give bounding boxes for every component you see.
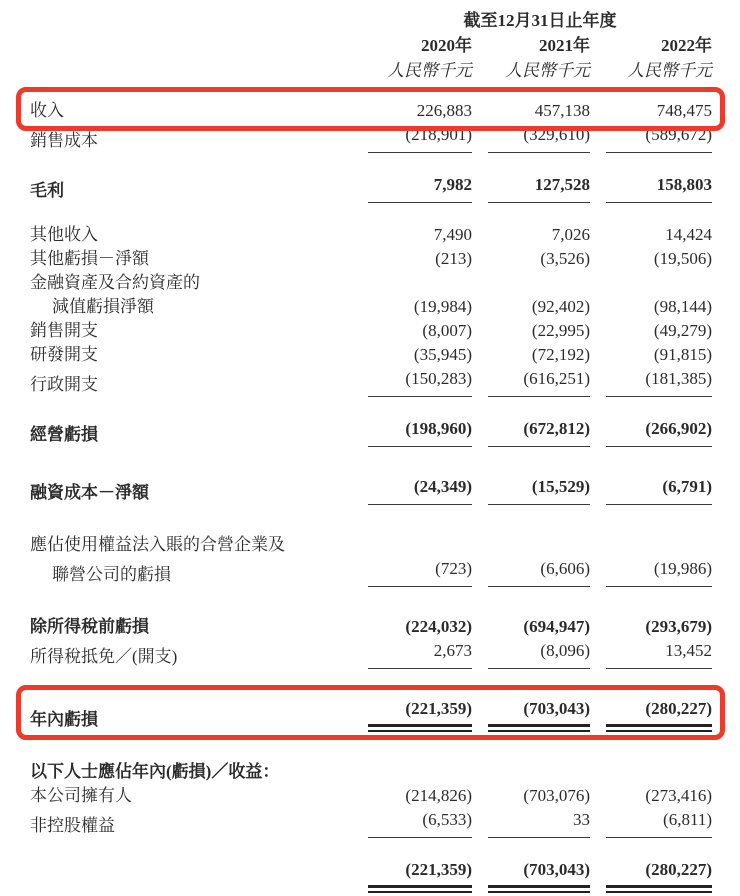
value-cell: 226,883 [416, 101, 472, 120]
row-label: 聯營公司的虧損 [52, 565, 171, 584]
row-label: 除所得稅前虧損 [30, 617, 149, 636]
value-cell: (15,529) [488, 475, 590, 505]
table-row [30, 639, 712, 669]
value-cell: 33 [488, 808, 590, 838]
row-label: 以下人士應佔年內(虧損)／收益： [30, 762, 280, 781]
value-cell: (8,096) [488, 639, 590, 669]
row-label: 行政開支 [30, 375, 98, 394]
table-row [30, 615, 712, 639]
value-cell: (273,416) [645, 786, 712, 805]
value-cell: 14,424 [665, 225, 712, 244]
value-cell: (329,610) [488, 123, 590, 153]
value-cell: 457,138 [534, 101, 590, 120]
row-label: 毛利 [30, 181, 64, 200]
table-row [30, 99, 712, 123]
value-cell: (589,672) [606, 123, 712, 153]
row-label: 非控股權益 [30, 816, 115, 835]
value-cell: (19,986) [606, 557, 712, 587]
value-cell: (221,359) [368, 858, 472, 893]
table-row [30, 760, 712, 784]
value-cell: (6,606) [488, 557, 590, 587]
value-cell: (213) [435, 249, 472, 268]
table-body [30, 99, 712, 893]
row-label: 研發開支 [30, 345, 98, 364]
value-cell: (98,144) [653, 297, 712, 316]
value-cell: (723) [368, 557, 472, 587]
value-cell: (6,791) [606, 475, 712, 505]
table-row [30, 367, 712, 397]
row-label: 減值虧損淨額 [52, 297, 154, 316]
value-cell: (22,995) [531, 321, 590, 340]
currency-unit-label: 人民幣千元 [627, 61, 712, 80]
value-cell: 158,803 [606, 173, 712, 203]
value-cell: (198,960) [368, 417, 472, 447]
value-cell: (3,526) [540, 249, 590, 268]
value-cell: (6,533) [368, 808, 472, 838]
value-cell: (672,812) [488, 417, 590, 447]
value-cell: 7,026 [551, 225, 590, 244]
value-cell: (91,815) [653, 345, 712, 364]
value-cell: 7,490 [433, 225, 472, 244]
value-cell: (616,251) [488, 367, 590, 397]
value-cell: 127,528 [488, 173, 590, 203]
row-label: 銷售開支 [30, 321, 98, 340]
value-cell: (293,679) [645, 617, 712, 636]
value-cell: 748,475 [656, 101, 712, 120]
row-label: 年內虧損 [30, 710, 98, 729]
value-cell: (280,227) [606, 697, 712, 732]
table-row [30, 697, 712, 732]
value-cell: (6,811) [606, 808, 712, 838]
table-row [30, 247, 712, 271]
row-label: 應佔使用權益法入賬的合營企業及 [30, 535, 285, 554]
value-cell: (92,402) [531, 297, 590, 316]
row-label: 銷售成本 [30, 131, 98, 150]
value-cell: 13,452 [606, 639, 712, 669]
table-row [30, 417, 712, 447]
row-label: 本公司擁有人 [30, 786, 132, 805]
value-cell: (72,192) [531, 345, 590, 364]
table-row [30, 858, 712, 893]
currency-unit-row [30, 58, 712, 83]
table-header [30, 8, 712, 83]
value-cell: (181,385) [606, 367, 712, 397]
period-title: 截至12月31日止年度 [463, 11, 617, 30]
row-label: 其他虧損－淨額 [30, 249, 149, 268]
row-label: 融資成本－淨額 [30, 483, 149, 502]
row-label: 經營虧損 [30, 425, 98, 444]
value-cell: (49,279) [653, 321, 712, 340]
value-cell: (19,506) [653, 249, 712, 268]
value-cell: (35,945) [413, 345, 472, 364]
table-row [30, 319, 712, 343]
year-column-2020: 2020年 [421, 36, 472, 55]
value-cell: (694,947) [523, 617, 590, 636]
value-cell: (703,076) [523, 786, 590, 805]
table-row [30, 557, 712, 587]
value-cell: (266,902) [606, 417, 712, 447]
table-row [30, 808, 712, 838]
table-row [30, 533, 712, 557]
year-column-2021: 2021年 [539, 36, 590, 55]
value-cell: (703,043) [488, 697, 590, 732]
table-row [30, 784, 712, 808]
currency-unit-label: 人民幣千元 [505, 61, 590, 80]
table-row [30, 223, 712, 247]
table-row [30, 475, 712, 505]
value-cell: (150,283) [368, 367, 472, 397]
table-row [30, 271, 712, 295]
row-label: 其他收入 [30, 225, 98, 244]
value-cell: (8,007) [422, 321, 472, 340]
year-column-2022: 2022年 [661, 36, 712, 55]
table-row [30, 295, 712, 319]
value-cell: (703,043) [488, 858, 590, 893]
value-cell: 7,982 [368, 173, 472, 203]
table-row [30, 343, 712, 367]
row-label: 金融資產及合約資產的 [30, 273, 200, 292]
value-cell: (221,359) [368, 697, 472, 732]
period-title-row [30, 8, 712, 33]
year-header-row [30, 33, 712, 58]
currency-unit-label: 人民幣千元 [387, 61, 472, 80]
value-cell: (280,227) [606, 858, 712, 893]
value-cell: (218,901) [368, 123, 472, 153]
row-label: 所得稅抵免／(開支) [30, 647, 178, 666]
value-cell: (224,032) [405, 617, 472, 636]
value-cell: (214,826) [405, 786, 472, 805]
table-row [30, 173, 712, 203]
row-label: 收入 [30, 101, 64, 120]
value-cell: (24,349) [368, 475, 472, 505]
value-cell: 2,673 [368, 639, 472, 669]
table-row [30, 123, 712, 153]
value-cell: (19,984) [413, 297, 472, 316]
